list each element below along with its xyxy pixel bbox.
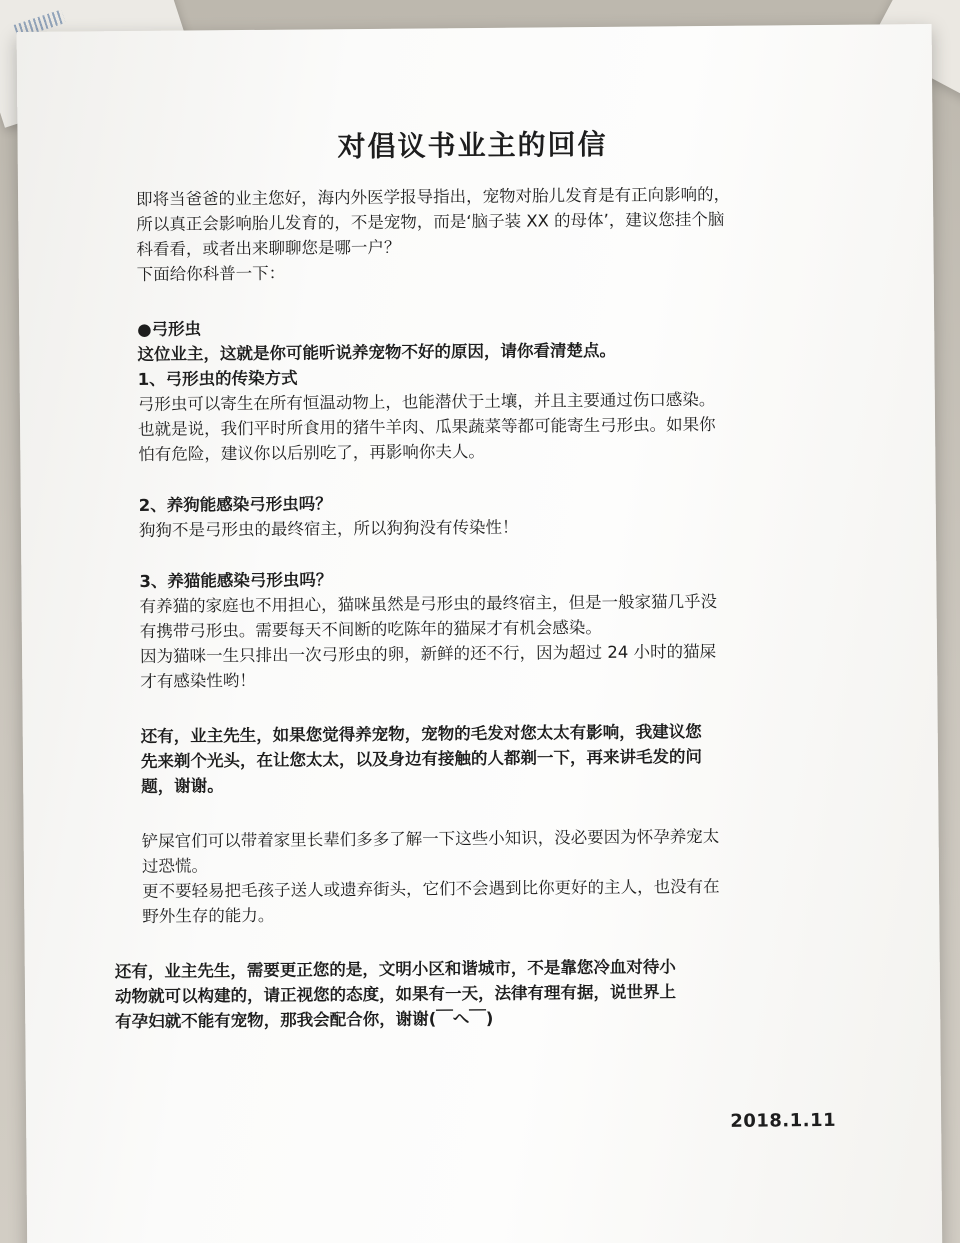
- final-line: 还有，业主先生，需要更正您的是，文明小区和谐城市，不是靠您冷血对待小: [114, 957, 676, 982]
- knowledge-line: 铲屎官们可以带着家里长辈们多多了解一下这些小知识，没必要因为怀孕养宠太: [141, 826, 720, 851]
- hair-line: 还有，业主先生，如果您觉得养宠物，宠物的毛发对您太太有影响，我建议您: [140, 722, 702, 746]
- knowledge-line: 更不要轻易把毛孩子送人或遗弃街头，它们不会遇到比你更好的主人，也没有在: [142, 876, 720, 901]
- section-lead: 这位业主，这就是你可能听说养宠物不好的原因，请你看清楚点。: [137, 340, 616, 364]
- q1-line: 怕有危险，建议你以后别吃了，再影响你夫人。: [138, 441, 485, 464]
- letter-date: 2018.1.11: [730, 1109, 837, 1132]
- q3-heading: 3、养猫能感染弓形虫吗？: [139, 570, 333, 591]
- hair-line: 先来剃个光头，在让您太太，以及身边有接触的人都剃一下，再来讲毛发的问: [140, 747, 703, 771]
- final-line: 有孕妇就不能有宠物，那我会配合你，谢谢(￣へ￣): [115, 1008, 494, 1032]
- intro-line: 所以真正会影响胎儿发育的，不是宠物，而是‘脑子装 XX 的母体’，建议您挂个脑: [136, 209, 725, 234]
- knowledge-line: 过恐慌。: [141, 856, 208, 876]
- intro-line: 科看看，或者出来聊聊您是哪一户？: [136, 237, 401, 259]
- q1-line: 也就是说，我们平时所食用的猪牛羊肉、瓜果蔬菜等都可能寄生弓形虫。如果你: [137, 414, 716, 439]
- section-heading: ●弓形虫: [137, 319, 202, 339]
- toxoplasma-section: [109, 311, 832, 694]
- hair-line: 题，谢谢。: [141, 776, 224, 796]
- final-line: 动物就可以构建的，请正视您的态度，如果有一天，法律有理有据，说世界上: [114, 982, 677, 1007]
- q3-line: 因为猫咪一生只排出一次弓形虫的卵，新鲜的还不行，因为超过 24 小时的猫屎: [139, 641, 717, 666]
- q3-line: 有养猫的家庭也不用担心，猫咪虽然是弓形虫的最终宿主，但是一般家猫几乎没: [139, 591, 718, 616]
- q2-heading: 2、养狗能感染弓形虫吗？: [138, 494, 332, 515]
- hair-paragraph: [113, 718, 834, 799]
- final-paragraph: [115, 953, 836, 1034]
- letter-content: [108, 127, 837, 1144]
- letter-sheet: [17, 24, 943, 1243]
- q2-line: 狗狗不是弓形虫的最终宿主，所以狗狗没有传染性！: [138, 517, 519, 540]
- knowledge-line: 野外生存的能力。: [142, 905, 275, 926]
- intro-line: 即将当爸爸的业主您好，海内外医学报导指出，宠物对胎儿发育是有正向影响的，: [135, 184, 731, 209]
- q3-line: 才有感染性哟！: [140, 670, 256, 691]
- q1-heading: 1、弓形虫的传染方式: [137, 368, 298, 389]
- letter-title: 对倡议书业主的回信: [337, 127, 608, 164]
- q3-line: 有携带弓形虫。需要每天不间断的吃陈年的猫屎才有机会感染。: [139, 617, 602, 641]
- knowledge-paragraph: [114, 823, 835, 929]
- intro-line: 下面给你科普一下：: [136, 263, 286, 284]
- q1-line: 弓形虫可以寄生在所有恒温动物上，也能潜伏于土壤，并且主要通过伤口感染。: [137, 389, 716, 414]
- intro-paragraph: [108, 181, 829, 287]
